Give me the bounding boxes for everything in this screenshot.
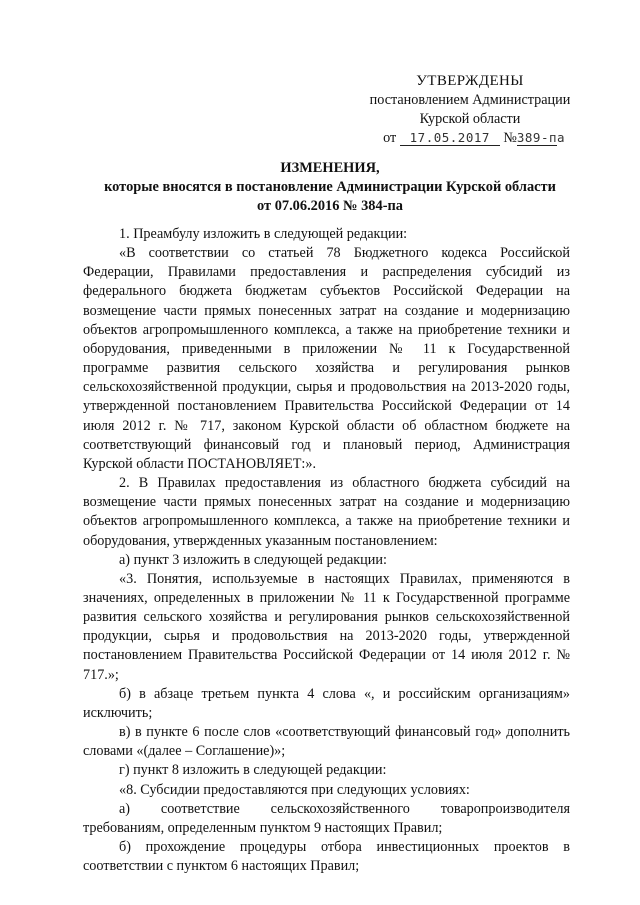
approval-number: 389-па: [516, 130, 566, 145]
approval-stamp: [350, 72, 590, 148]
approval-heading: УТВЕРЖДЕНЫ: [416, 73, 524, 89]
number-label: №: [503, 130, 517, 146]
document-body: [83, 225, 570, 876]
paragraph: а) соответствие сельскохозяйственного товаропроизводителя требованиям, определенным пунктом 9 настоящих Правил;: [83, 800, 570, 836]
paragraph: «В соответствии со статьей 78 Бюджетного кодекса Российской Федерации, Правилами предоставления и распределения субсидий из федерального бюджета бюджетам субъектов Российской Федерации на возмещение части прямых понесенных затрат на создание и модернизацию объектов агропромышленного комплекса, а также на приобретение техники и оборудования, приведенными в приложении № 11 к Государственной программе развития сельского хозяйства и регулирования рынков сельскохозяйственной продукции, сырья и продовольствия на 2013-2020 годы, утвержденной постановлением Правительства Российской Федерации от 14 июля 2012 г. № 717, законом Курской области об областном бюджете на соответствующий финансовый год и плановый период, Администрация Курской области ПОСТАНОВЛЯЕТ:».: [83, 245, 570, 472]
paragraph: в) в пункте 6 после слов «соответствующий финансовый год» дополнить словами «(далее – Соглашение)»;: [83, 724, 570, 760]
approval-signature-row: [350, 129, 590, 148]
title-line-1: ИЗМЕНЕНИЯ,: [280, 160, 380, 176]
title-line-2: которые вносятся в постановление Администрации Курской области: [104, 179, 556, 195]
paragraph: «3. Понятия, используемые в настоящих Правилах, применяются в значениях, определенных в приложении № 11 к Государственной программе развития сельского хозяйства и регулирования рынков сельскохозяйственной продукции, сырья и продовольствия на 2013-2020 годы, утвержденной постановлением Правительства Российской Федерации от 14 июля 2012 г. № 717.»;: [83, 570, 570, 683]
paragraph: 2. В Правилах предоставления из областного бюджета субсидий на возмещение части прямых понесенных затрат на создание и модернизацию объектов агропромышленного комплекса, а также на приобретение техники и оборудования, утвержденных указанным постановлением:: [83, 475, 570, 549]
approval-line-1: постановлением Администрации: [369, 92, 571, 108]
approval-date: 17.05.2017: [400, 130, 500, 146]
from-label: от: [383, 130, 397, 146]
paragraph: «8. Субсидии предоставляются при следующих условиях:: [119, 781, 470, 798]
paragraph: а) пункт 3 изложить в следующей редакции:: [119, 551, 387, 568]
paragraph: 1. Преамбулу изложить в следующей редакции:: [119, 226, 408, 242]
document-title: [60, 159, 600, 216]
paragraph: б) в абзаце третьем пункта 4 слова «, и российским организациям» исключить;: [83, 685, 570, 721]
title-line-3: от 07.06.2016 № 384-па: [257, 198, 403, 214]
approval-line-2: Курской области: [419, 111, 521, 127]
paragraph: б) прохождение процедуры отбора инвестиционных проектов в соответствии с пунктом 6 настоящих Правил;: [83, 839, 570, 875]
paragraph: г) пункт 8 изложить в следующей редакции:: [119, 762, 387, 779]
